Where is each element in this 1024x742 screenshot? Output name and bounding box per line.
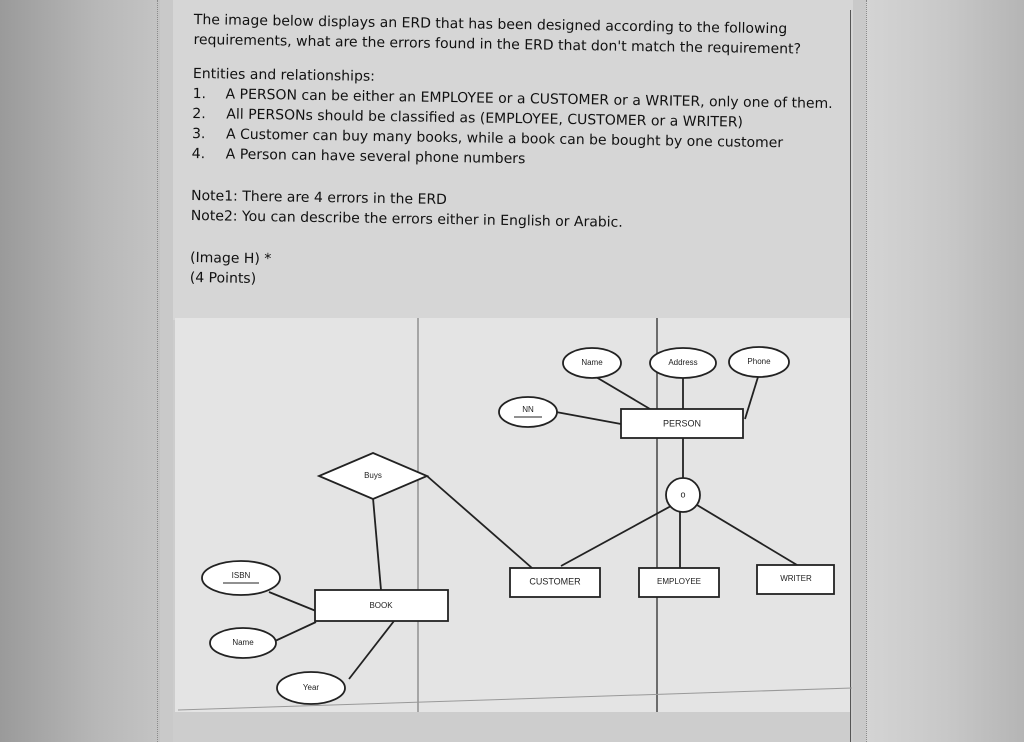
attribute-name [563, 348, 621, 378]
connector-buys-book [373, 498, 381, 590]
requirement-text: A Person can have several phone numbers [225, 146, 526, 168]
image-label-text: (Image H) [189, 249, 260, 268]
question-intro-line-1: The image below displays an ERD that has been designed according to the following [193, 11, 788, 38]
relationship-buys [319, 453, 427, 499]
attribute-book-name-label: Name [232, 638, 254, 648]
requirement-text: All PERSONs should be classified as (EMPLOYEE, CUSTOMER or a WRITER) [226, 106, 744, 131]
attribute-address [650, 348, 716, 378]
attribute-isbn-label: ISBN [231, 571, 251, 581]
attribute-phone [729, 347, 789, 377]
requirement-text: A PERSON can be either an EMPLOYEE or a CUSTOMER or a WRITER, only one of them. [225, 86, 833, 113]
attribute-address-label: Address [668, 358, 698, 368]
attribute-nn-label: NN [522, 405, 534, 415]
connector-nn-person [556, 412, 621, 424]
required-marker: * [264, 251, 272, 268]
entity-person-label: PERSON [662, 418, 702, 429]
requirement-number: 2. [192, 105, 206, 123]
attribute-name-label: Name [581, 358, 603, 368]
entity-book-label: BOOK [369, 601, 393, 611]
entity-book [315, 590, 448, 621]
connector-circle-writer [697, 505, 797, 565]
entity-customer [510, 568, 600, 597]
note-2: Note2: You can describe the errors either in English or Arabic. [190, 207, 623, 231]
entity-writer [757, 565, 834, 594]
entity-employee-label: EMPLOYEE [656, 577, 702, 587]
attribute-year-label: Year [302, 683, 320, 693]
requirement-number: 4. [191, 145, 206, 163]
relationship-buys-label: Buys [364, 471, 382, 481]
connector-isbn-book [269, 592, 316, 611]
connector-phone-person [745, 377, 758, 419]
connector-circle-customer [561, 506, 671, 566]
requirement-text: A Customer can buy many books, while a book can be bought by one customer [225, 126, 784, 152]
attribute-book-name [210, 628, 276, 658]
entity-person [621, 409, 743, 438]
specialization-circle [666, 478, 700, 512]
attribute-year [277, 672, 345, 704]
points-label: (4 Points) [189, 269, 257, 288]
entity-employee [639, 568, 719, 597]
requirement-number: 1. [192, 85, 207, 103]
requirements-title: Entities and relationships: [192, 65, 376, 85]
question-intro-line-2: requirements, what are the errors found in the ERD that don't match the requirement? [193, 31, 802, 58]
note-1: Note1: There are 4 errors in the ERD [190, 187, 448, 208]
connector-buys-customer [427, 476, 532, 568]
entity-customer-label: CUSTOMER [529, 576, 581, 587]
attribute-isbn [202, 561, 280, 595]
specialization-symbol: o [680, 489, 686, 500]
entity-writer-label: WRITER [780, 574, 812, 584]
attribute-phone-label: Phone [747, 357, 771, 367]
attribute-nn [499, 397, 557, 427]
requirement-number: 3. [191, 125, 206, 143]
connector-name-book [275, 622, 316, 641]
connector-year-book [349, 621, 394, 679]
connector-name-person [596, 377, 650, 409]
